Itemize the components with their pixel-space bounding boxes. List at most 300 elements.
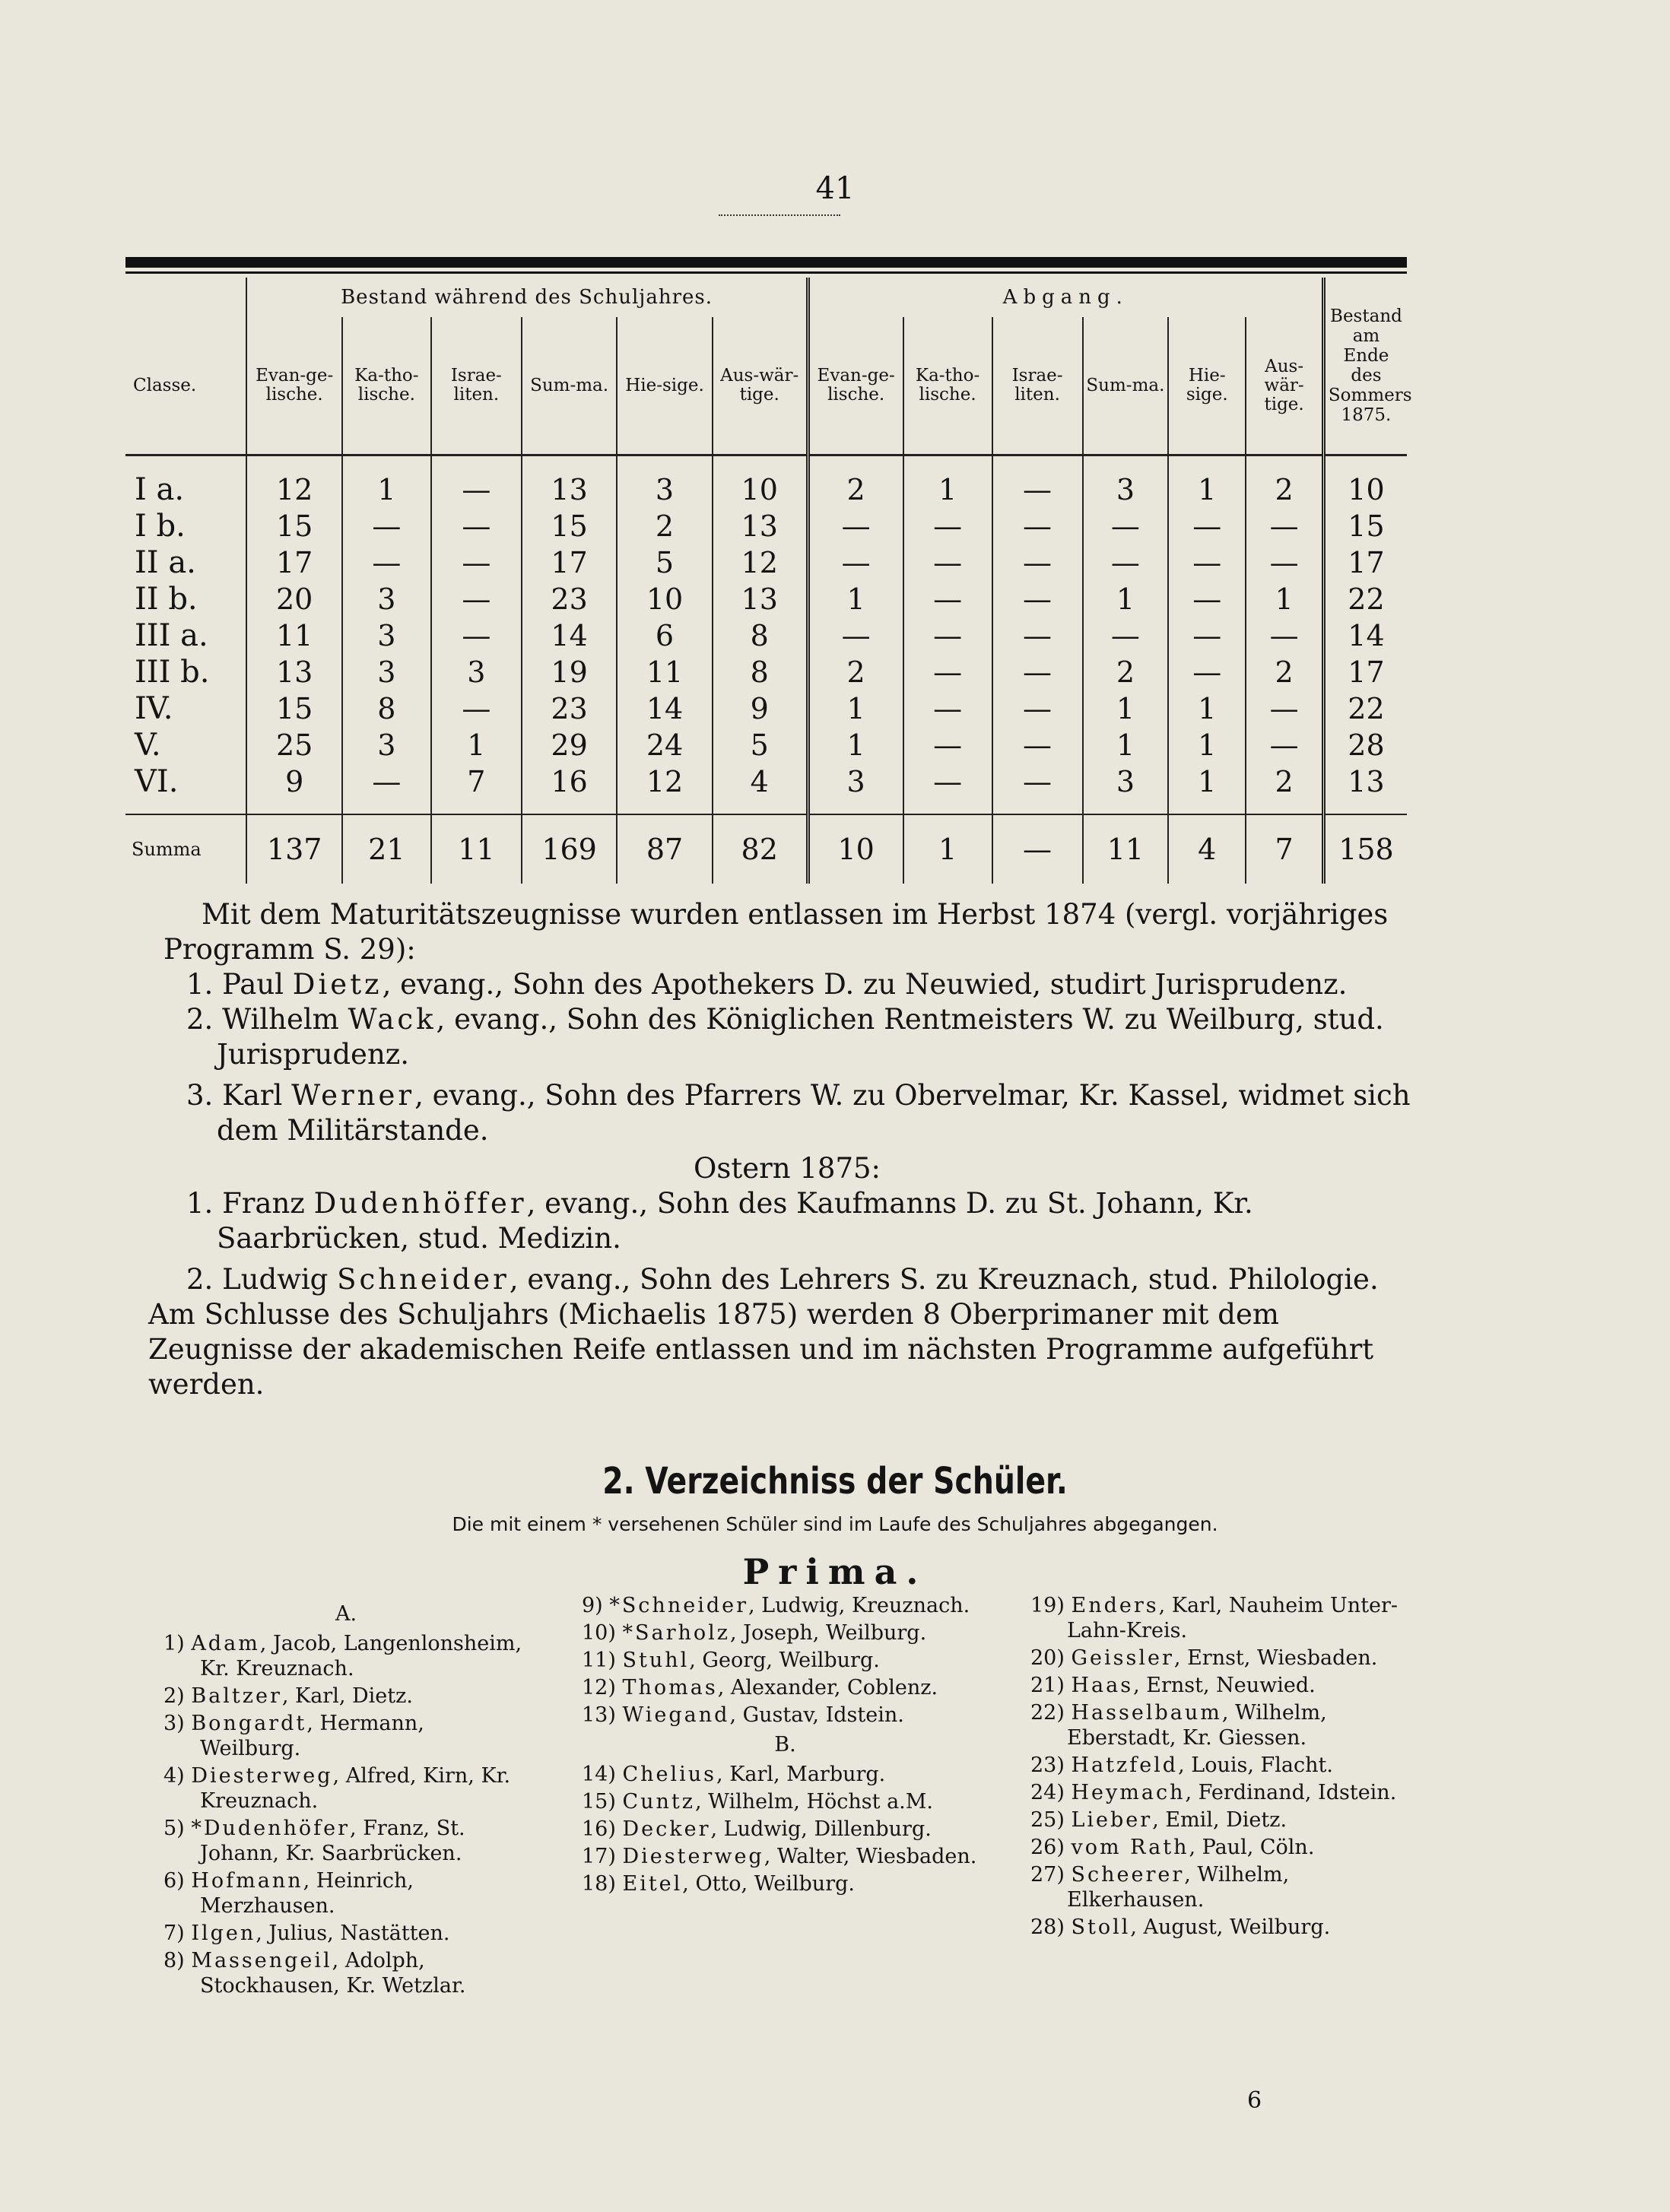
student-entry bbox=[1030, 1807, 1411, 1833]
value-cell: 1 bbox=[808, 727, 903, 763]
student-number: 26) bbox=[1030, 1836, 1065, 1859]
student-number: 14) bbox=[582, 1763, 616, 1786]
student-name: Bongardt bbox=[191, 1712, 307, 1735]
student-details: , Ernst, Neuwied. bbox=[1133, 1674, 1316, 1697]
student-entry bbox=[164, 1631, 529, 1681]
value-cell: — bbox=[992, 654, 1083, 690]
table-row bbox=[125, 654, 1407, 690]
student-number: 13) bbox=[582, 1703, 616, 1727]
header-summa: Sum-ma. bbox=[522, 317, 617, 455]
value-cell: 2 bbox=[1246, 654, 1323, 690]
value-cell: — bbox=[903, 654, 992, 690]
header-bestand-ende: Bestand am Ende des Sommers 1875. bbox=[1323, 278, 1407, 455]
class-heading: Prima. bbox=[742, 1551, 928, 1592]
value-cell: — bbox=[1168, 544, 1246, 581]
student-number: 16) bbox=[582, 1817, 616, 1841]
value-cell: — bbox=[1246, 508, 1323, 544]
value-cell: 3 bbox=[1083, 763, 1169, 814]
value-cell: — bbox=[342, 508, 431, 544]
student-details: , Julius, Nastätten. bbox=[256, 1922, 450, 1945]
graduate-name: Dudenhöffer bbox=[313, 1187, 527, 1220]
table-row bbox=[125, 617, 1407, 654]
value-cell: — bbox=[431, 690, 522, 727]
table-row bbox=[125, 727, 1407, 763]
student-name: Enders bbox=[1071, 1594, 1159, 1617]
student-name: Adam bbox=[191, 1632, 260, 1655]
table-body bbox=[125, 455, 1407, 815]
value-cell: 3 bbox=[342, 727, 431, 763]
value-cell: — bbox=[992, 727, 1083, 763]
subgroup-heading: A. bbox=[335, 1602, 357, 1626]
student-entry bbox=[582, 1675, 989, 1700]
value-cell: — bbox=[992, 690, 1083, 727]
value-cell: 9 bbox=[246, 763, 341, 814]
header-kath: Ka-tho-lische. bbox=[342, 317, 431, 455]
student-name: Stuhl bbox=[622, 1649, 690, 1672]
summa-cell: 11 bbox=[1083, 814, 1169, 884]
value-cell: 3 bbox=[617, 455, 712, 509]
graduate-item: 3. Karl Werner, evang., Sohn des Pfarrers W. zu Obervelmar, Kr. Kassel, widmet sich dem Militärstande. bbox=[186, 1079, 1411, 1147]
header-abgang-israel: Israe-liten. bbox=[992, 317, 1083, 455]
summa-cell: — bbox=[992, 814, 1083, 884]
student-entry bbox=[164, 1868, 529, 1918]
value-cell: 11 bbox=[617, 654, 712, 690]
value-cell: 12 bbox=[713, 544, 808, 581]
value-cell: 16 bbox=[522, 763, 617, 814]
value-cell: — bbox=[1246, 690, 1323, 727]
value-cell: 17 bbox=[246, 544, 341, 581]
summa-cell: 11 bbox=[431, 814, 522, 884]
student-details: , Jacob, Langenlonsheim, Kr. Kreuznach. bbox=[200, 1632, 522, 1680]
student-details: , Wilhelm, Höchst a.M. bbox=[695, 1790, 933, 1814]
value-cell: — bbox=[903, 544, 992, 581]
value-cell: 5 bbox=[713, 727, 808, 763]
value-cell: — bbox=[431, 508, 522, 544]
student-entry bbox=[1030, 1753, 1411, 1778]
value-cell: 23 bbox=[522, 581, 617, 617]
header-classe: Classe. bbox=[133, 375, 197, 395]
value-cell: — bbox=[903, 617, 992, 654]
class-cell: I a. bbox=[135, 472, 185, 507]
student-column-3 bbox=[1030, 1593, 1411, 1942]
value-cell: 5 bbox=[617, 544, 712, 581]
student-details: , Emil, Dietz. bbox=[1152, 1808, 1287, 1832]
value-cell: — bbox=[431, 544, 522, 581]
summa-cell: 87 bbox=[617, 814, 712, 884]
student-number: 3) bbox=[164, 1712, 185, 1735]
value-cell: 13 bbox=[522, 455, 617, 509]
value-cell: — bbox=[1168, 581, 1246, 617]
table-row bbox=[125, 763, 1407, 814]
value-cell: 13 bbox=[246, 654, 341, 690]
student-name: Chelius bbox=[622, 1763, 717, 1786]
student-name: vom Rath bbox=[1071, 1836, 1189, 1859]
value-cell: — bbox=[808, 508, 903, 544]
value-cell: 14 bbox=[522, 617, 617, 654]
student-details: , Walter, Wiesbaden. bbox=[764, 1845, 977, 1868]
value-cell: 8 bbox=[713, 617, 808, 654]
student-details: , August, Weilburg. bbox=[1130, 1915, 1331, 1939]
student-details: , Hermann, Weilburg. bbox=[200, 1712, 424, 1760]
value-cell: — bbox=[1168, 508, 1246, 544]
value-cell: 1 bbox=[1246, 581, 1323, 617]
student-name: *Sarholz bbox=[622, 1621, 730, 1645]
student-entry bbox=[164, 1684, 529, 1709]
value-cell: — bbox=[431, 455, 522, 509]
value-cell: 10 bbox=[1323, 455, 1407, 509]
student-entry bbox=[164, 1816, 529, 1866]
student-column-1 bbox=[164, 1597, 529, 2001]
student-name: Hasselbaum bbox=[1071, 1701, 1222, 1725]
ostern-heading: Ostern 1875: bbox=[694, 1152, 881, 1185]
value-cell: 1 bbox=[431, 727, 522, 763]
value-cell: 20 bbox=[246, 581, 341, 617]
student-number: 6) bbox=[164, 1869, 185, 1893]
student-number: 27) bbox=[1030, 1863, 1065, 1887]
graduate-item: 1. Paul Dietz, evang., Sohn des Apothekers D. zu Neuwied, studirt Jurisprudenz. bbox=[186, 968, 1348, 1001]
value-cell: — bbox=[903, 763, 992, 814]
student-entry bbox=[582, 1593, 989, 1618]
graduate-name: Schneider bbox=[337, 1263, 510, 1296]
value-cell: 1 bbox=[342, 455, 431, 509]
student-entry bbox=[1030, 1700, 1411, 1750]
value-cell: 17 bbox=[1323, 544, 1407, 581]
group-header-abgang: Abgang. bbox=[808, 278, 1323, 317]
value-cell: — bbox=[903, 508, 992, 544]
header-auswaertige: Aus-wär-tige. bbox=[713, 317, 808, 455]
value-cell: 28 bbox=[1323, 727, 1407, 763]
student-entry bbox=[582, 1703, 989, 1728]
header-abgang-hiesige: Hie-sige. bbox=[1168, 317, 1246, 455]
value-cell: 15 bbox=[1323, 508, 1407, 544]
student-list bbox=[582, 1762, 989, 1896]
value-cell: 22 bbox=[1323, 581, 1407, 617]
group-header-bestand: Bestand während des Schuljahres. bbox=[246, 278, 808, 317]
summa-cell: 137 bbox=[246, 814, 341, 884]
student-entry bbox=[582, 1648, 989, 1673]
value-cell: 3 bbox=[342, 654, 431, 690]
value-cell: — bbox=[1083, 508, 1169, 544]
value-cell: 3 bbox=[342, 581, 431, 617]
student-name: *Dudenhöfer bbox=[191, 1817, 351, 1840]
student-details: , Alexander, Coblenz. bbox=[717, 1676, 938, 1699]
student-name: Haas bbox=[1071, 1674, 1134, 1697]
student-details: , Karl, Nauheim Unter-Lahn-Kreis. bbox=[1067, 1594, 1399, 1642]
student-number: 15) bbox=[582, 1790, 616, 1814]
student-number: 7) bbox=[164, 1922, 185, 1945]
student-number: 12) bbox=[582, 1676, 616, 1699]
student-details: , Karl, Dietz. bbox=[281, 1684, 413, 1708]
value-cell: 1 bbox=[1168, 763, 1246, 814]
value-cell: 13 bbox=[713, 508, 808, 544]
student-entry bbox=[1030, 1673, 1411, 1698]
value-cell: 3 bbox=[1083, 455, 1169, 509]
student-column-2 bbox=[582, 1593, 989, 1899]
student-name: Heymach bbox=[1071, 1781, 1186, 1804]
value-cell: 12 bbox=[617, 763, 712, 814]
student-entry bbox=[1030, 1646, 1411, 1671]
intro-paragraph: Mit dem Maturitätszeugnisse wurden entlassen im Herbst 1874 (vergl. vorjähriges Programm S. 29): bbox=[164, 898, 1389, 966]
value-cell: 13 bbox=[713, 581, 808, 617]
student-number: 21) bbox=[1030, 1674, 1065, 1697]
class-cell: V. bbox=[135, 728, 161, 763]
student-name: Thomas bbox=[622, 1676, 718, 1699]
summa-cell: 82 bbox=[713, 814, 808, 884]
header-abgang-summa: Sum-ma. bbox=[1083, 317, 1169, 455]
value-cell: — bbox=[342, 763, 431, 814]
ornament-divider bbox=[719, 207, 840, 216]
value-cell: 2 bbox=[617, 508, 712, 544]
value-cell: 11 bbox=[246, 617, 341, 654]
table-row bbox=[125, 455, 1407, 509]
student-details: , Ferdinand, Idstein. bbox=[1185, 1781, 1397, 1804]
student-number: 17) bbox=[582, 1845, 616, 1868]
graduate-name: Dietz bbox=[292, 968, 383, 1001]
value-cell: 8 bbox=[713, 654, 808, 690]
value-cell: — bbox=[1246, 727, 1323, 763]
summa-cell: 1 bbox=[903, 814, 992, 884]
value-cell: — bbox=[1168, 654, 1246, 690]
value-cell: — bbox=[992, 455, 1083, 509]
summa-cell: 10 bbox=[808, 814, 903, 884]
student-number: 1) bbox=[164, 1632, 185, 1655]
section-title: 2. Verzeichniss der Schüler. bbox=[602, 1460, 1068, 1503]
value-cell: 10 bbox=[713, 455, 808, 509]
table-row bbox=[125, 581, 1407, 617]
value-cell: 19 bbox=[522, 654, 617, 690]
student-details: , Alfred, Kirn, Kr. Kreuznach. bbox=[200, 1764, 511, 1813]
header-abgang-auswaertige: Aus-wär-tige. bbox=[1246, 317, 1323, 455]
value-cell: 1 bbox=[1083, 727, 1169, 763]
class-cell: III b. bbox=[135, 655, 210, 690]
value-cell: 2 bbox=[1083, 654, 1169, 690]
student-name: Diesterweg bbox=[191, 1764, 333, 1788]
student-number: 5) bbox=[164, 1817, 185, 1840]
student-entry bbox=[1030, 1593, 1411, 1643]
student-entry bbox=[1030, 1862, 1411, 1912]
subgroup-heading: B. bbox=[774, 1733, 796, 1757]
student-entry bbox=[164, 1763, 529, 1814]
value-cell: — bbox=[992, 508, 1083, 544]
student-entry bbox=[582, 1817, 989, 1842]
graduate-item: 2. Wilhelm Wack, evang., Sohn des Königlichen Rentmeisters W. zu Weilburg, stud. Jurisprudenz. bbox=[186, 1003, 1384, 1071]
student-details: , Georg, Weilburg. bbox=[689, 1649, 880, 1672]
value-cell: 1 bbox=[903, 455, 992, 509]
value-cell: 1 bbox=[1168, 727, 1246, 763]
table-row bbox=[125, 690, 1407, 727]
student-name: Ilgen bbox=[191, 1922, 256, 1945]
value-cell: — bbox=[1168, 617, 1246, 654]
summa-cell: 169 bbox=[522, 814, 617, 884]
value-cell: — bbox=[1246, 617, 1323, 654]
value-cell: 13 bbox=[1323, 763, 1407, 814]
table-top-rule-thin bbox=[125, 271, 1407, 274]
value-cell: 9 bbox=[713, 690, 808, 727]
header-israel: Israe-liten. bbox=[431, 317, 522, 455]
value-cell: — bbox=[903, 690, 992, 727]
value-cell: 2 bbox=[1246, 763, 1323, 814]
enrollment-table bbox=[125, 278, 1412, 884]
value-cell: — bbox=[1083, 544, 1169, 581]
student-entry bbox=[164, 1948, 529, 1998]
student-number: 2) bbox=[164, 1684, 185, 1708]
value-cell: 7 bbox=[431, 763, 522, 814]
student-entry bbox=[582, 1789, 989, 1814]
student-details: , Ludwig, Dillenburg. bbox=[710, 1817, 932, 1841]
class-cell: III a. bbox=[135, 618, 208, 653]
student-entry bbox=[582, 1620, 989, 1646]
student-name: Lieber bbox=[1071, 1808, 1153, 1832]
section-note: Die mit einem * versehenen Schüler sind im Laufe des Schuljahres abgegangen. bbox=[452, 1513, 1218, 1535]
value-cell: 1 bbox=[1168, 690, 1246, 727]
value-cell: 23 bbox=[522, 690, 617, 727]
student-details: , Louis, Flacht. bbox=[1178, 1753, 1333, 1777]
student-entry bbox=[582, 1871, 989, 1896]
student-entry bbox=[582, 1844, 989, 1869]
value-cell: 4 bbox=[713, 763, 808, 814]
class-cell: I b. bbox=[135, 509, 186, 544]
student-name: Eitel bbox=[622, 1872, 683, 1896]
table-row-summa bbox=[125, 814, 1407, 884]
class-cell: II a. bbox=[135, 545, 196, 580]
value-cell: 12 bbox=[246, 455, 341, 509]
student-number: 28) bbox=[1030, 1915, 1065, 1939]
value-cell: 1 bbox=[808, 581, 903, 617]
graduate-item: 1. Franz Dudenhöffer, evang., Sohn des Kaufmanns D. zu St. Johann, Kr. Saarbrücken, stud. Medizin. bbox=[186, 1187, 1253, 1255]
student-name: Massengeil bbox=[191, 1949, 332, 1972]
value-cell: — bbox=[903, 581, 992, 617]
value-cell: 1 bbox=[1168, 455, 1246, 509]
summa-cell: 4 bbox=[1168, 814, 1246, 884]
value-cell: — bbox=[992, 581, 1083, 617]
signature-mark: 6 bbox=[1247, 2087, 1262, 2114]
table-row bbox=[125, 544, 1407, 581]
value-cell: 2 bbox=[808, 654, 903, 690]
value-cell: 15 bbox=[522, 508, 617, 544]
student-number: 24) bbox=[1030, 1781, 1065, 1804]
header-hiesige: Hie-sige. bbox=[617, 317, 712, 455]
student-details: , Wilhelm, Elkerhausen. bbox=[1067, 1863, 1290, 1912]
value-cell: 10 bbox=[617, 581, 712, 617]
value-cell: 2 bbox=[808, 455, 903, 509]
student-number: 22) bbox=[1030, 1701, 1065, 1725]
value-cell: 2 bbox=[1246, 455, 1323, 509]
student-number: 4) bbox=[164, 1764, 185, 1788]
student-name: Cuntz bbox=[622, 1790, 695, 1814]
value-cell: 3 bbox=[808, 763, 903, 814]
table-top-rule bbox=[125, 257, 1407, 268]
student-number: 20) bbox=[1030, 1646, 1065, 1670]
value-cell: 1 bbox=[1083, 581, 1169, 617]
page-number: 41 bbox=[815, 171, 855, 206]
student-details: , Ludwig, Kreuznach. bbox=[748, 1594, 970, 1617]
value-cell: 8 bbox=[342, 690, 431, 727]
value-cell: — bbox=[431, 581, 522, 617]
student-details: , Franz, St. Johann, Kr. Saarbrücken. bbox=[200, 1817, 465, 1865]
student-name: Scheerer bbox=[1071, 1863, 1185, 1887]
closing-paragraph: Am Schlusse des Schuljahrs (Michaelis 1875) werden 8 Oberprimaner mit dem Zeugnisse der akademischen Reife entlassen und im nächsten Programme aufgeführt werden. bbox=[148, 1298, 1374, 1401]
student-number: 19) bbox=[1030, 1594, 1065, 1617]
value-cell: 17 bbox=[522, 544, 617, 581]
value-cell: 1 bbox=[808, 690, 903, 727]
graduate-name: Wack bbox=[348, 1003, 437, 1036]
summa-cell: 7 bbox=[1246, 814, 1323, 884]
class-cell: IV. bbox=[135, 691, 173, 726]
value-cell: — bbox=[342, 544, 431, 581]
student-number: 11) bbox=[582, 1649, 616, 1672]
student-name: Stoll bbox=[1071, 1915, 1131, 1939]
value-cell: 25 bbox=[246, 727, 341, 763]
value-cell: — bbox=[808, 617, 903, 654]
value-cell: — bbox=[992, 763, 1083, 814]
value-cell: 29 bbox=[522, 727, 617, 763]
student-name: Hatzfeld bbox=[1071, 1753, 1179, 1777]
student-name: Wiegand bbox=[622, 1703, 730, 1727]
student-list bbox=[1030, 1593, 1411, 1940]
class-cell: VI. bbox=[135, 764, 179, 799]
student-number: 23) bbox=[1030, 1753, 1065, 1777]
student-entry bbox=[1030, 1835, 1411, 1860]
graduate-name: Werner bbox=[291, 1079, 415, 1112]
student-name: *Schneider bbox=[609, 1594, 748, 1617]
student-details: , Otto, Weilburg. bbox=[682, 1872, 855, 1896]
value-cell: 3 bbox=[342, 617, 431, 654]
student-entry bbox=[164, 1921, 529, 1946]
student-number: 9) bbox=[582, 1594, 603, 1617]
value-cell: — bbox=[992, 544, 1083, 581]
header-abgang-evang: Evan-ge-lische. bbox=[808, 317, 903, 455]
value-cell: 1 bbox=[1083, 690, 1169, 727]
value-cell: — bbox=[1083, 617, 1169, 654]
student-number: 25) bbox=[1030, 1808, 1065, 1832]
student-details: , Joseph, Weilburg. bbox=[730, 1621, 927, 1645]
value-cell: — bbox=[431, 617, 522, 654]
graduate-item: 2. Ludwig Schneider, evang., Sohn des Lehrers S. zu Kreuznach, stud. Philologie. bbox=[186, 1263, 1379, 1296]
value-cell: 14 bbox=[1323, 617, 1407, 654]
value-cell: — bbox=[808, 544, 903, 581]
student-number: 8) bbox=[164, 1949, 185, 1972]
value-cell: 6 bbox=[617, 617, 712, 654]
value-cell: 24 bbox=[617, 727, 712, 763]
value-cell: — bbox=[1246, 544, 1323, 581]
student-name: Diesterweg bbox=[622, 1845, 764, 1868]
value-cell: — bbox=[992, 617, 1083, 654]
student-number: 18) bbox=[582, 1872, 616, 1896]
class-cell: II b. bbox=[135, 582, 198, 617]
student-details: , Gustav, Idstein. bbox=[729, 1703, 904, 1727]
value-cell: 15 bbox=[246, 690, 341, 727]
student-entry bbox=[582, 1762, 989, 1787]
student-list bbox=[582, 1593, 989, 1728]
student-name: Decker bbox=[622, 1817, 711, 1841]
summa-cell: 21 bbox=[342, 814, 431, 884]
value-cell: 3 bbox=[431, 654, 522, 690]
summa-label: Summa bbox=[125, 814, 246, 884]
table-row bbox=[125, 508, 1407, 544]
header-abgang-kath: Ka-tho-lische. bbox=[903, 317, 992, 455]
value-cell: 22 bbox=[1323, 690, 1407, 727]
student-entry bbox=[1030, 1780, 1411, 1805]
student-list bbox=[164, 1631, 529, 1998]
student-entry bbox=[1030, 1915, 1411, 1940]
student-name: Hofmann bbox=[191, 1869, 303, 1893]
value-cell: — bbox=[903, 727, 992, 763]
student-name: Geissler bbox=[1071, 1646, 1174, 1670]
student-entry bbox=[164, 1711, 529, 1761]
student-details: , Karl, Marburg. bbox=[716, 1763, 886, 1786]
student-name: Baltzer bbox=[191, 1684, 282, 1708]
graduates-text bbox=[148, 897, 1411, 1402]
